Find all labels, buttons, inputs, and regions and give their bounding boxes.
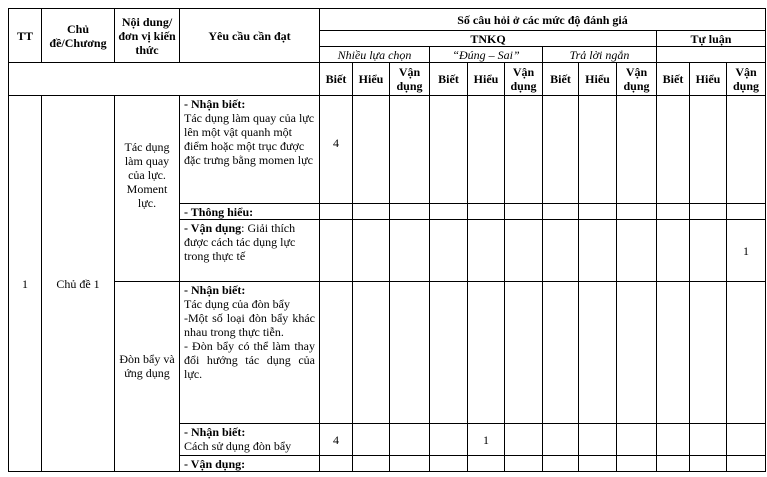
requirement-text: Tác dụng làm quay của lực lên một vật quanh một điểm hoặc một trục được đặc trưng bằng momen lực xyxy=(184,111,315,167)
header-chu-de: Chủ đề/Chương xyxy=(42,9,115,63)
row-chu-de: Chủ đề 1 xyxy=(42,96,115,472)
header-tnkq: TNKQ xyxy=(320,31,657,47)
requirement-text: Cách sử dụng đòn bẩy xyxy=(184,439,292,453)
header-tt: TT xyxy=(9,9,42,63)
requirement-cell xyxy=(180,282,320,424)
header-tu-luan-blank xyxy=(657,47,766,63)
level-biet: Biết xyxy=(543,63,579,96)
level-hieu: Hiểu xyxy=(690,63,727,96)
level-hieu: Hiểu xyxy=(579,63,617,96)
cell-nhieu-biet: 4 xyxy=(320,96,353,204)
row-tt: 1 xyxy=(9,96,42,472)
requirement-label: - Thông hiểu: xyxy=(184,205,254,219)
level-hieu: Hiểu xyxy=(353,63,390,96)
header-yeu-cau: Yêu cầu cần đạt xyxy=(180,9,320,63)
requirement-cell xyxy=(180,96,320,204)
header-nhieu-lua-chon: Nhiều lựa chọn xyxy=(320,47,430,63)
level-biet: Biết xyxy=(320,63,353,96)
requirement-cell xyxy=(180,456,320,472)
level-biet: Biết xyxy=(657,63,690,96)
assessment-matrix-table xyxy=(8,8,766,472)
requirement-cell xyxy=(180,424,320,456)
table-row xyxy=(9,96,766,204)
header-noi-dung: Nội dung/đơn vị kiến thức xyxy=(115,9,180,63)
requirement-text: : Giải thích được cách tác dụng lực trong thực tế xyxy=(184,221,296,263)
header-tu-luan: Tự luận xyxy=(657,31,766,47)
requirement-label: - Nhận biết: xyxy=(184,425,246,439)
row-noi-dung-moment: Tác dụng làm quay của lực. Moment lực. xyxy=(115,96,180,282)
requirement-line: Tác dụng của đòn bẩy xyxy=(184,297,290,311)
requirement-cell xyxy=(180,204,320,220)
level-van-dung: Vận dụng xyxy=(390,63,430,96)
requirement-line: -Một số loại đòn bẩy khác nhau trong thực tiễn. xyxy=(184,311,315,339)
requirement-label: - Nhận biết: xyxy=(184,97,246,111)
row-noi-dung-don-bay: Đòn bẩy và ứng dụng xyxy=(115,282,180,472)
requirement-cell xyxy=(180,220,320,282)
requirement-line: - Đòn bẩy có thể làm thay đổi hướng tác dụng của lực. xyxy=(184,339,315,381)
requirement-label: - Vận dụng: xyxy=(184,457,246,471)
cell-dungsai-hieu: 1 xyxy=(468,424,505,456)
requirement-label: - Nhận biết: xyxy=(184,283,246,297)
header-dung-sai: “Đúng – Sai” xyxy=(430,47,543,63)
level-van-dung: Vận dụng xyxy=(505,63,543,96)
level-van-dung: Vận dụng xyxy=(727,63,766,96)
cell-tuluan-vandung: 1 xyxy=(727,220,766,282)
requirement-label: - Vận dụng xyxy=(184,221,242,235)
level-hieu: Hiểu xyxy=(468,63,505,96)
level-biet: Biết xyxy=(430,63,468,96)
table-row xyxy=(9,282,766,424)
header-spacer xyxy=(9,63,320,96)
level-van-dung: Vận dụng xyxy=(617,63,657,96)
header-so-cau-hoi: Số câu hỏi ở các mức độ đánh giá xyxy=(320,9,766,31)
cell-nhieu-biet: 4 xyxy=(320,424,353,456)
header-tra-loi-ngan: Trả lời ngắn xyxy=(543,47,657,63)
